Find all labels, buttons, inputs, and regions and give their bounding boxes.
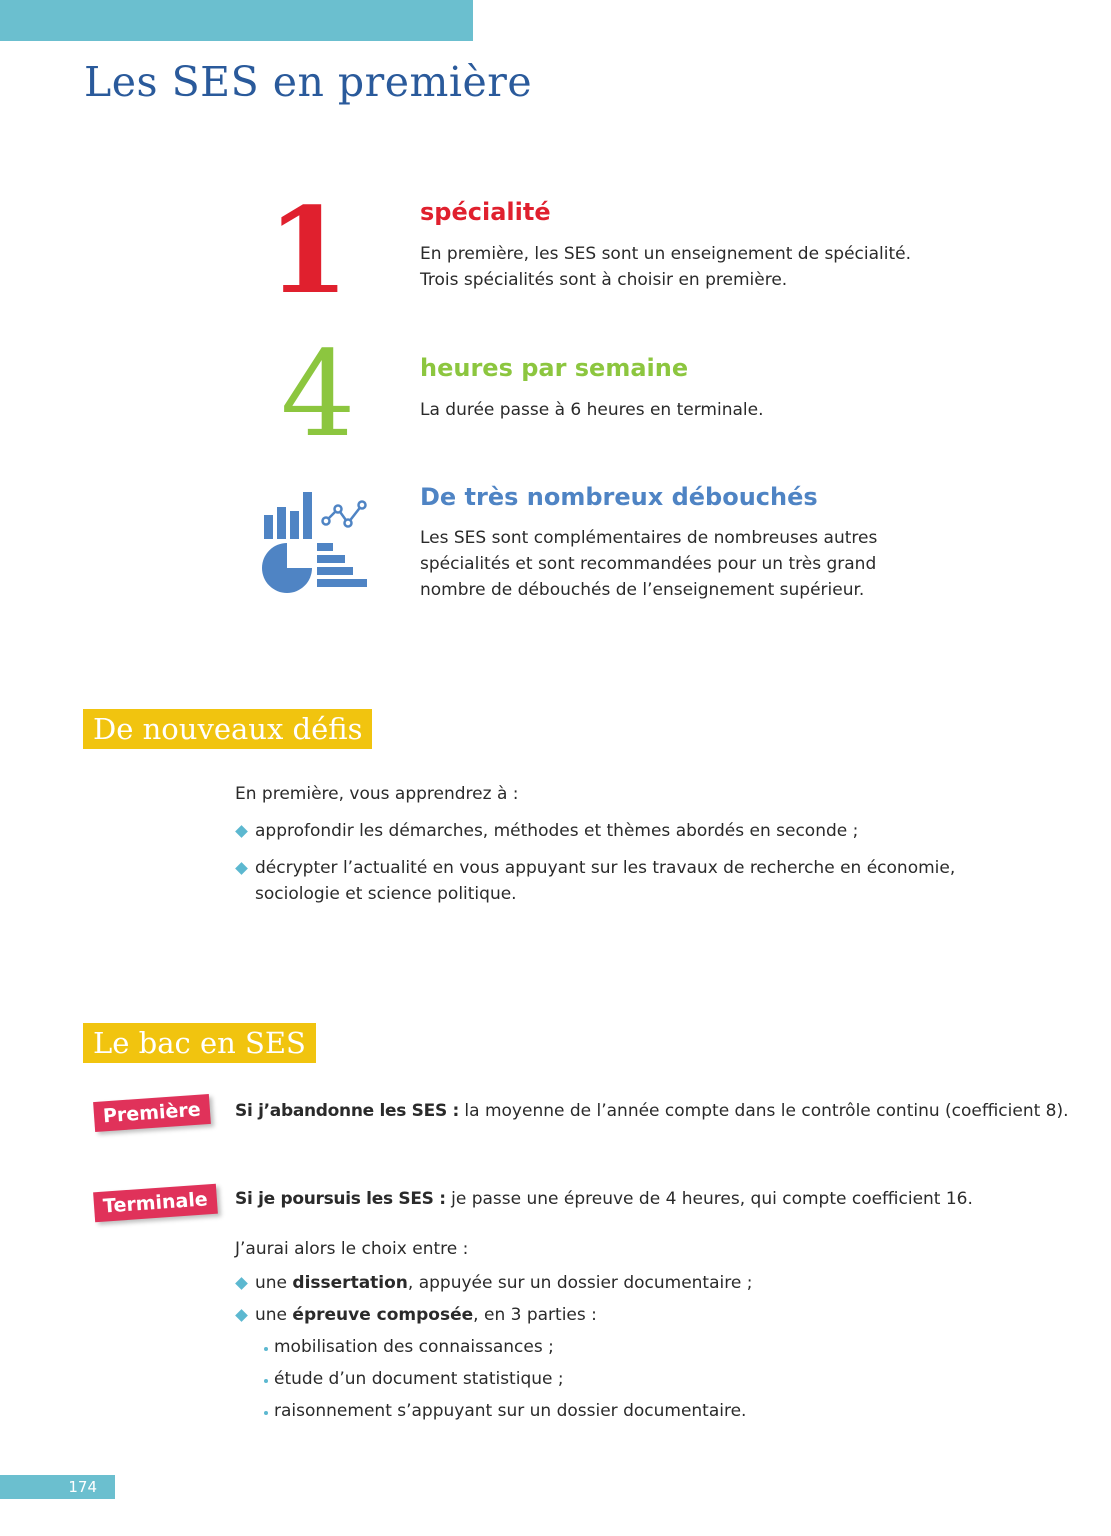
diamond-bullet-icon — [235, 1277, 248, 1290]
terminale-label: Terminale — [93, 1184, 218, 1222]
premiere-detail: la moyenne de l’année compte dans le contrôle continu (coefficient 8). — [459, 1101, 1069, 1121]
list-item-text: décrypter l’actualité en vous appuyant sur les travaux de recherche en économie, — [255, 858, 956, 878]
premiere-text — [235, 1098, 1069, 1124]
feature-description-specialite — [420, 241, 980, 293]
list-item — [264, 1331, 746, 1363]
bar-icon-part — [303, 492, 312, 539]
description-line: nombre de débouchés de l’enseignement supérieur. — [420, 580, 865, 600]
choice-text: une — [255, 1305, 293, 1325]
premiere-bold: Si j’abandonne les SES : — [235, 1101, 460, 1121]
choice-intro: J’aurai alors le choix entre : — [235, 1239, 469, 1259]
section-heading-bac: Le bac en SES — [83, 1023, 316, 1063]
section-heading-defis: De nouveaux défis — [83, 709, 372, 749]
choice-text: , appuyée sur un dossier documentaire ; — [407, 1273, 753, 1293]
list-item-text: sociologie et science politique. — [255, 884, 517, 904]
list-item — [264, 1395, 746, 1427]
bar-icon-part — [317, 567, 353, 575]
feature-heading-debouches: De très nombreux débouchés — [420, 483, 818, 511]
bar-icon-part — [317, 579, 367, 587]
choice-text: , en 3 parties : — [473, 1305, 597, 1325]
part-text: raisonnement s’appuyant sur un dossier documentaire. — [274, 1401, 747, 1421]
part-text: étude d’un document statistique ; — [274, 1369, 564, 1389]
diamond-bullet-icon — [235, 825, 248, 838]
page-number: 174 — [0, 1475, 115, 1499]
big-number-four: 4 — [280, 325, 356, 463]
terminale-bold: Si je poursuis les SES : — [235, 1189, 446, 1209]
feature-heading-heures: heures par semaine — [420, 354, 689, 382]
top-accent-bar — [0, 0, 473, 41]
parts-list — [264, 1331, 746, 1427]
page-title: Les SES en première — [84, 58, 533, 106]
bar-icon-part — [317, 555, 345, 563]
dot-bullet-icon — [264, 1379, 268, 1383]
choice-bold: épreuve composée — [292, 1305, 474, 1325]
list-item — [235, 1299, 752, 1331]
list-item — [235, 855, 995, 907]
point-icon-part — [335, 506, 342, 513]
defis-intro: En première, vous apprendrez à : — [235, 784, 519, 804]
dot-bullet-icon — [264, 1411, 268, 1415]
list-item-text: approfondir les démarches, méthodes et thèmes abordés en seconde ; — [255, 821, 859, 841]
big-number-one: 1 — [266, 181, 350, 320]
choice-bold: dissertation — [292, 1273, 408, 1293]
description-line: Trois spécialités sont à choisir en première. — [420, 270, 788, 290]
feature-description-heures — [420, 397, 980, 423]
diamond-bullet-icon — [235, 1309, 248, 1322]
premiere-label: Première — [93, 1094, 210, 1132]
diamond-bullet-icon — [235, 862, 248, 875]
description-line: Les SES sont complémentaires de nombreuses autres — [420, 528, 878, 548]
pie-icon-part — [262, 543, 312, 593]
bar-icon-part — [317, 543, 333, 551]
terminale-text — [235, 1186, 973, 1212]
point-icon-part — [323, 518, 330, 525]
terminale-detail: je passe une épreuve de 4 heures, qui compte coefficient 16. — [445, 1189, 973, 1209]
defis-list — [235, 818, 995, 907]
list-item — [235, 1267, 752, 1299]
description-line: spécialités et sont recommandées pour un très grand — [420, 554, 877, 574]
line-icon-part — [326, 505, 362, 523]
part-text: mobilisation des connaissances ; — [274, 1337, 554, 1357]
list-item — [264, 1363, 746, 1395]
bar-icon-part — [290, 511, 299, 539]
description-line: En première, les SES sont un enseignement de spécialité. — [420, 244, 912, 264]
point-icon-part — [359, 502, 366, 509]
bar-icon-part — [264, 515, 273, 539]
point-icon-part — [345, 520, 352, 527]
dot-bullet-icon — [264, 1347, 268, 1351]
bar-icon-part — [277, 507, 286, 539]
chart-icon — [262, 489, 370, 595]
choice-list — [235, 1267, 752, 1331]
choice-text: une — [255, 1273, 293, 1293]
feature-description-debouches — [420, 525, 920, 603]
description-line: La durée passe à 6 heures en terminale. — [420, 400, 764, 420]
list-item — [235, 818, 995, 844]
feature-heading-specialite: spécialité — [420, 198, 551, 226]
